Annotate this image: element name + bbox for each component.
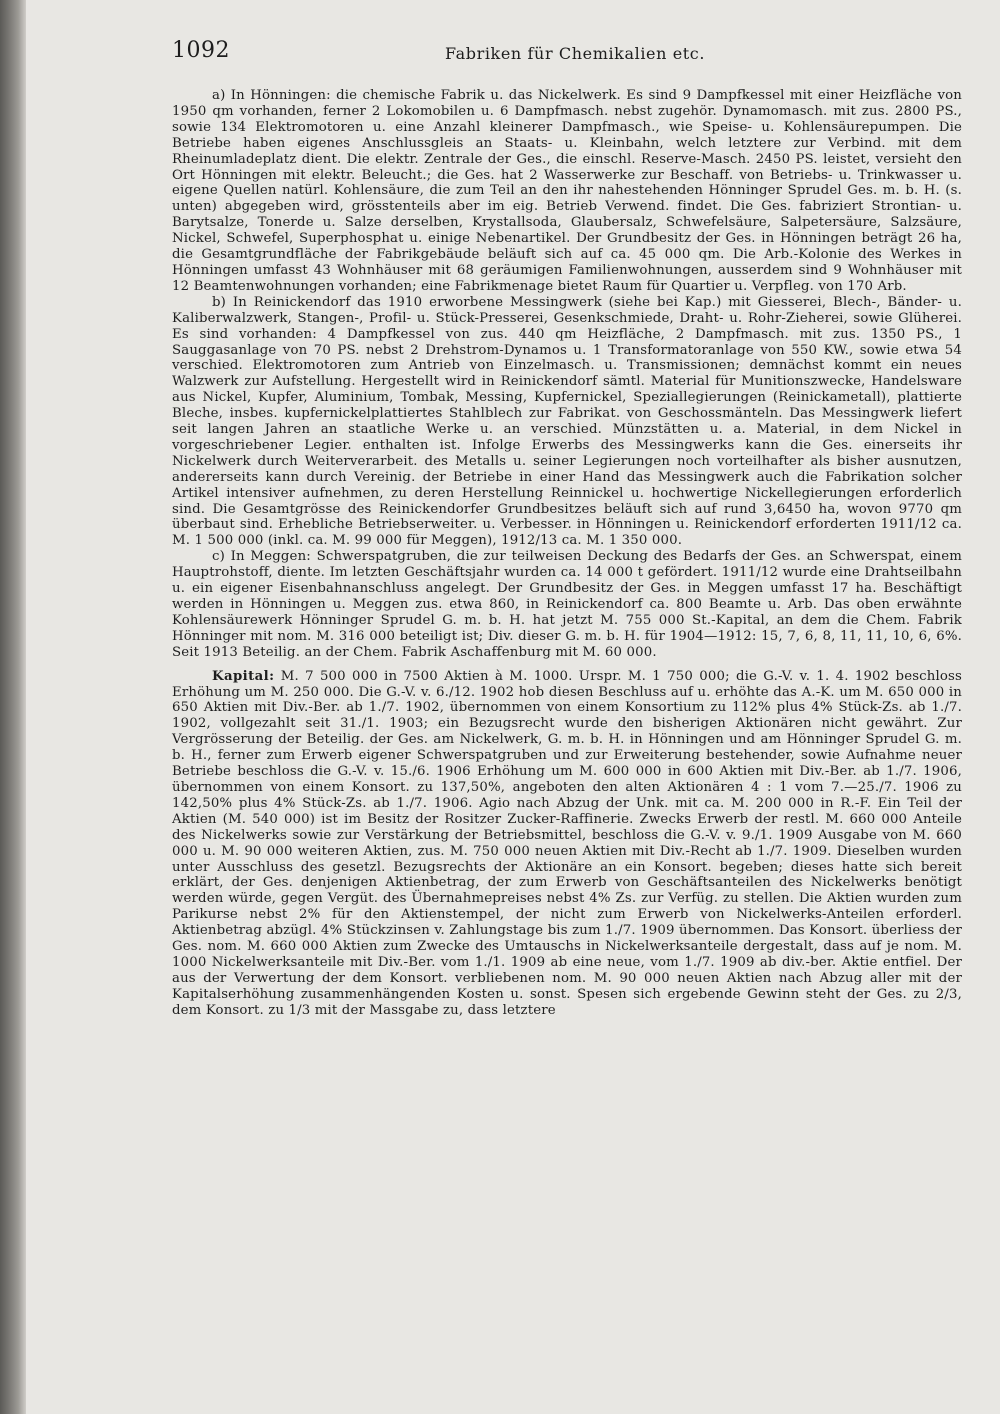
section-meggen: c) In Meggen: Schwerspatgruben, die zur teilweisen Deckung des Bedarfs der Ges. an Schwerspat, einem Hauptrohstoff, diente. Im letzten Geschäftsjahr wurden ca. 14 000 t gefördert. 1911/12 wurde eine Drahtseilbahn u. ein eigener Eisenbahnanschluss angelegt. Der Grundbesitz der Ges. in Meggen umfasst 17 ha. Beschäftigt werden in Hönningen u. Meggen zus. etwa 860, in Reinickendorf ca. 800 Beamte u. Arb. Das oben erwähnte Kohlensäurewerk Hönninger Sprudel G. m. b. H. hat jetzt M. 755 000 St.-Kapital, an dem die Chem. Fabrik Hönninger mit nom. M. 316 000 beteiligt ist; Div. dieser G. m. b. H. für 1904—1912: 15, 7, 6, 8, 11, 11, 10, 6, 6%. Seit 1913 Beteilig. an der Chem. Fabrik Aschaffenburg mit M. 60 000.: [172, 549, 962, 660]
page-number: 1092: [172, 38, 230, 63]
running-title: Fabriken für Chemikalien etc.: [445, 44, 706, 63]
page-header: [140, 30, 970, 74]
book-spine-shadow: [0, 0, 26, 1414]
document-page: [140, 30, 970, 1400]
section-reinickendorf: b) In Reinickendorf das 1910 erworbene Messingwerk (siehe bei Kap.) mit Giesserei, Blech-, Bänder- u. Kaliberwalzwerk, Stangen-, Profil- u. Stück-Presserei, Gesenkschmiede, Draht- u. Rohr-Zieherei, sowie Glüherei. Es sind vorhanden: 4 Dampfkessel von zus. 440 qm Heizfläche, 2 Dampfmasch. mit zus. 1350 PS., 1 Sauggasanlage von 70 PS. nebst 2 Drehstrom-Dynamos u. 1 Transformatoranlage von 550 KW., sowie etwa 54 verschied. Elektromotoren zum Antrieb von Einzelmasch. u. Transmissionen; demnächst kommt ein neues Walzwerk zur Aufstellung. Hergestellt wird in Reinickendorf sämtl. Material für Munitionszwecke, Handelsware aus Nickel, Kupfer, Aluminium, Tombak, Messing, Kupfernickel, Speziallegierungen (Reinickametall), plattierte Bleche, insbes. kupfernickelplattiertes Stahlblech zur Fabrikat. von Geschossmänteln. Das Messingwerk liefert seit langen Jahren an staatliche Werke u. an verschied. Münzstätten u. a. Material, in dem Nickel in vorgeschriebener Legier. enthalten ist. Infolge Erwerbs des Messingwerks kann die Ges. einerseits ihr Nickelwerk durch Weiterverarbeit. des Metalls u. seiner Legierungen noch vorteilhafter als bisher ausnutzen, andererseits kann durch Vereinig. der Betriebe in einer Hand das Messingwerk auch die Fabrikation solcher Artikel intensiver aufnehmen, zu deren Herstellung Reinnickel u. hochwertige Nickellegierungen erforderlich sind. Die Gesamtgrösse des Reinickendorfer Grundbesitzes beläuft sich auf rund 3,6450 ha, wovon 9770 qm überbaut sind. Erhebliche Betriebserweiter. u. Verbesser. in Hönningen u. Reinickendorf erforderten 1911/12 ca. M. 1 500 000 (inkl. ca. M. 99 000 für Meggen), 1912/13 ca. M. 1 350 000.: [172, 294, 962, 549]
kapital-text: M. 7 500 000 in 7500 Aktien à M. 1000. Urspr. M. 1 750 000; die G.-V. v. 1. 4. 1902 beschloss Erhöhung um M. 250 000. Die G.-V. v. 6./12. 1902 hob diesen Beschluss auf u. erhöhte das A.-K. um M. 650 000 in 650 Aktien mit Div.-Ber. ab 1./7. 1902, übernommen von einem Konsortium zu 112% plus 4% Stück-Zs. ab 1./7. 1902, vollgezahlt seit 31./1. 1903; ein Bezugsrecht wurde den bisherigen Aktionären nicht gewährt. Zur Vergrösserung der Beteilig. der Ges. am Nickelwerk, G. m. b. H. in Hönningen und am Hönninger Sprudel G. m. b. H., ferner zum Erwerb eigener Schwerspatgruben und zur Erweiterung bestehender, sowie Aufnahme neuer Betriebe beschloss die G.-V. v. 15./6. 1906 Erhöhung um M. 600 000 in 600 Aktien mit Div.-Ber. ab 1./7. 1906, übernommen von einem Konsort. zu 137,50%, angeboten den alten Aktionären 4 : 1 vom 7.—25./7. 1906 zu 142,50% plus 4% Stück-Zs. ab 1./7. 1906. Agio nach Abzug der Unk. mit ca. M. 200 000 in R.-F. Ein Teil der Aktien (M. 540 000) ist im Besitz der Rositzer Zucker-Raffinerie. Zwecks Erwerb der restl. M. 660 000 Anteile des Nickelwerks sowie zur Verstärkung der Betriebsmittel, beschloss die G.-V. v. 9./1. 1909 Ausgabe von M. 660 000 u. M. 90 000 weiteren Aktien, zus. M. 750 000 neuen Aktien mit Div.-Recht ab 1./7. 1909. Dieselben wurden unter Ausschluss des gesetzl. Bezugsrechts der Aktionäre an ein Konsort. begeben; dieses hatte sich bereit erklärt, der Ges. denjenigen Aktienbetrag, der zum Erwerb von Geschäftsanteilen des Nickelwerks benötigt werden würde, gegen Vergüt. des Übernahmepreises nebst 4% Zs. zur Verfüg. zu stellen. Die Aktien wurden zum Parikurse nebst 2% für den Aktienstempel, der nicht zum Erwerb von Nickelwerks-Anteilen erforderl. Aktienbetrag abzügl. 4% Stückzinsen v. Zahlungstage bis zum 1./7. 1909 übernommen. Das Konsort. überliess der Ges. nom. M. 660 000 Aktien zum Zwecke des Umtauschs in Nickelwerksanteile dergestalt, dass auf je nom. M. 1000 Nickelwerksanteile mit Div.-Ber. vom 1./1. 1909 ab eine neue, vom 1./7. 1909 ab div.-ber. Aktie entfiel. Der aus der Verwertung der dem Konsort. verbliebenen nom. M. 90 000 neuen Aktien nach Abzug aller mit der Kapitalserhöhung zusammenhängenden Kosten u. sonst. Spesen sich ergebende Gewinn steht der Ges. zu 2/3, dem Konsort. zu 1/3 mit der Massgabe zu, dass letztere: [172, 668, 962, 1018]
section-hoenningen: a) In Hönningen: die chemische Fabrik u. das Nickelwerk. Es sind 9 Dampfkessel mit einer Heizfläche von 1950 qm vorhanden, ferner 2 Lokomobilen u. 6 Dampfmasch. nebst zugehör. Dynamomasch. mit zus. 2800 PS., sowie 134 Elektromotoren u. eine Anzahl kleinerer Dampfmasch., wie Speise- u. Kohlensäurepumpen. Die Betriebe haben eigenes Anschlussgleis an Staats- u. Kleinbahn, welch letztere zur Verbind. mit dem Rheinumladeplatz dient. Die elektr. Zentrale der Ges., die einschl. Reserve-Masch. 2450 PS. leistet, versieht den Ort Hönningen mit elektr. Beleucht.; die Ges. hat 2 Wasserwerke zur Beschaff. von Betriebs- u. Trinkwasser u. eigene Quellen natürl. Kohlensäure, die zum Teil an den ihr nahestehenden Hönninger Sprudel Ges. m. b. H. (s. unten) abgegeben wird, grösstenteils aber im eig. Betrieb Verwend. findet. Die Ges. fabriziert Strontian- u. Barytsalze, Tonerde u. Salze derselben, Krystallsoda, Glaubersalz, Schwefelsäure, Salpetersäure, Salzsäure, Nickel, Schwefel, Superphosphat u. einige Nebenartikel. Der Grundbesitz der Ges. in Hönningen beträgt 26 ha, die Gesamtgrundfläche der Fabrikgebäude beläuft sich auf ca. 45 000 qm. Die Arb.-Kolonie des Werkes in Hönningen umfasst 43 Wohnhäuser mit 68 geräumigen Familienwohnungen, ausserdem sind 9 Wohnhäuser mit 12 Beamtenwohnungen vorhanden; eine Fabrikmenage bietet Raum für Quartier u. Verpfleg. von 170 Arb.: [172, 88, 962, 294]
section-kapital: [172, 669, 962, 1019]
kapital-label: Kapital:: [212, 668, 275, 684]
page-body: [172, 88, 962, 1400]
